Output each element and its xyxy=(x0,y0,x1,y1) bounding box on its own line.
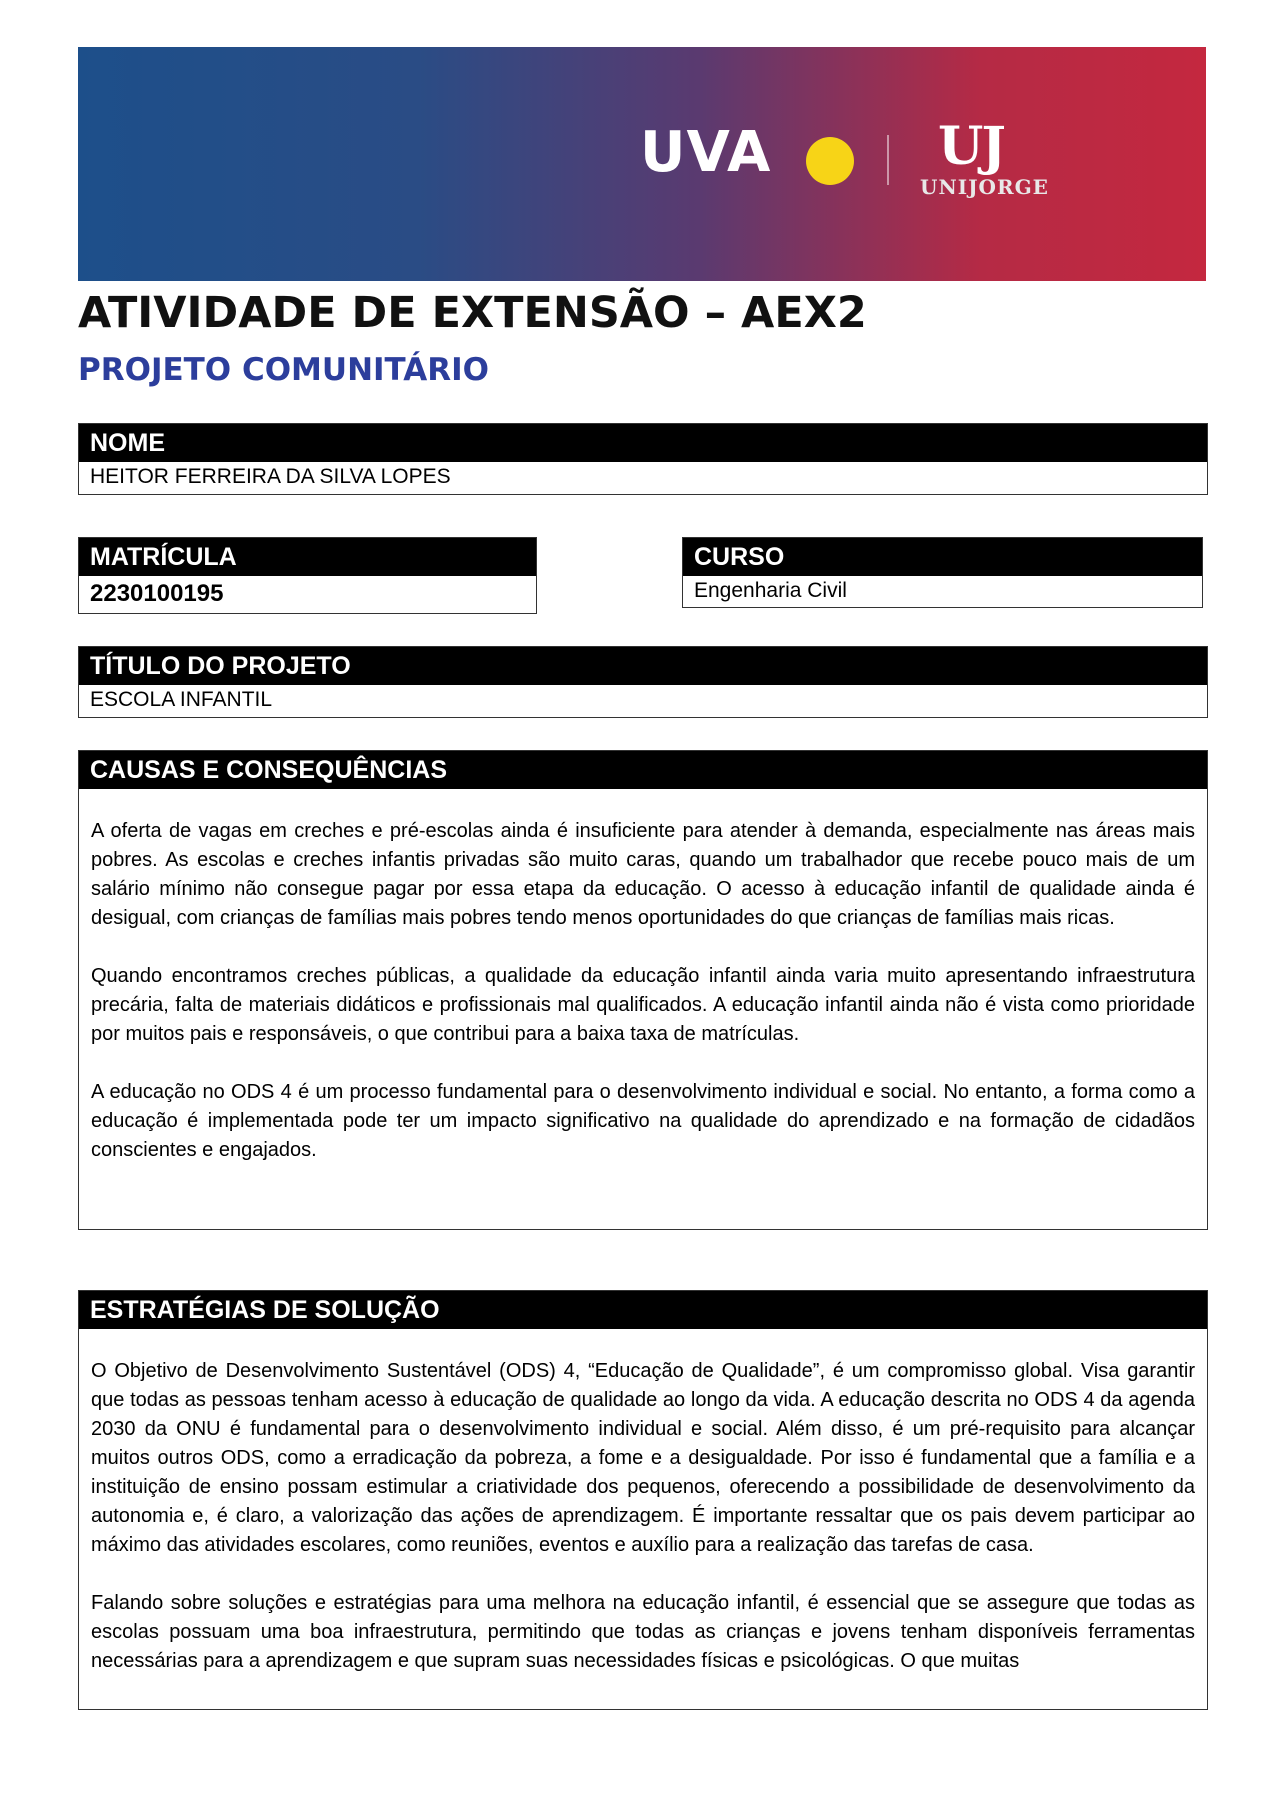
nome-field xyxy=(78,423,1208,495)
causas-paragraph: Quando encontramos creches públicas, a qualidade da educação infantil ainda varia muito apresentando infraestrutura precária, falta de materiais didáticos e profissionais mal qualificados. A educação infantil ainda não é vista como prioridade por muitos pais e responsáveis, o que contribui para a baixa taxa de matrículas. xyxy=(91,965,1195,1045)
uj-logo-text: UJ xyxy=(938,116,1004,177)
uva-logo-text: UVA xyxy=(640,120,772,185)
header-banner xyxy=(78,47,1206,281)
unijorge-logo-text: UNIJORGE xyxy=(920,175,1049,199)
page-title: ATIVIDADE DE EXTENSÃO – AEX2 xyxy=(78,288,867,338)
causas-label: CAUSAS E CONSEQUÊNCIAS xyxy=(79,751,1207,789)
matricula-label: MATRÍCULA xyxy=(79,538,536,576)
nome-value: HEITOR FERREIRA DA SILVA LOPES xyxy=(90,465,451,488)
titulo-projeto-value: ESCOLA INFANTIL xyxy=(90,688,273,711)
estrategias-label: ESTRATÉGIAS DE SOLUÇÃO xyxy=(79,1291,1207,1329)
matricula-field xyxy=(78,537,537,614)
uva-logo-dot-icon xyxy=(806,137,854,185)
curso-value: Engenharia Civil xyxy=(694,579,847,602)
causas-section xyxy=(78,750,1208,1230)
curso-label: CURSO xyxy=(683,538,1202,576)
causas-body xyxy=(79,789,1207,1165)
estrategias-section xyxy=(78,1290,1208,1710)
matricula-value: 2230100195 xyxy=(90,580,224,607)
estrategias-paragraph: Falando sobre soluções e estratégias para uma melhora na educação infantil, é essencial que se assegure que todas as escolas possuam uma boa infraestrutura, permitindo que todas as crianças e jovens tenham disponíveis ferramentas necessárias para a aprendizagem e que supram suas necessidades físicas e psicológicas. O que muitas xyxy=(91,1592,1195,1672)
estrategias-paragraph: O Objetivo de Desenvolvimento Sustentável (ODS) 4, “Educação de Qualidade”, é um compromisso global. Visa garantir que todas as pessoas tenham acesso à educação de qualidade ao longo da vida. A educação descrita no ODS 4 da agenda 2030 da ONU é fundamental para o desenvolvimento individual e social. Além disso, é um pré-requisito para alcançar muitos outros ODS, como a erradicação da pobreza, a fome e a desigualdade. Por isso é fundamental que a família e a instituição de ensino possam estimular a criatividade dos pequenos, oferecendo a possibilidade de desenvolvimento da autonomia e, é claro, a valorização das ações de aprendizagem. É importante ressaltar que os pais devem participar ao máximo das atividades escolares, como reuniões, eventos e auxílio para a realização das tarefas de casa. xyxy=(91,1360,1195,1556)
titulo-projeto-label: TÍTULO DO PROJETO xyxy=(79,647,1207,685)
curso-field xyxy=(682,537,1203,608)
causas-paragraph: A educação no ODS 4 é um processo fundamental para o desenvolvimento individual e social. No entanto, a forma como a educação é implementada pode ter um impacto significativo na qualidade do aprendizado e na formação de cidadãos conscientes e engajados. xyxy=(91,1081,1195,1161)
estrategias-body xyxy=(79,1329,1207,1676)
causas-paragraph: A oferta de vagas em creches e pré-escolas ainda é insuficiente para atender à demanda, especialmente nas áreas mais pobres. As escolas e creches infantis privadas são muito caras, quando um trabalhador que recebe pouco mais de um salário mínimo não consegue pagar por essa etapa da educação. O acesso à educação infantil de qualidade ainda é desigual, com crianças de famílias mais pobres tendo menos oportunidades do que crianças de famílias mais ricas. xyxy=(91,820,1195,929)
logo-divider xyxy=(887,135,889,185)
titulo-projeto-field xyxy=(78,646,1208,718)
nome-label: NOME xyxy=(79,424,1207,462)
page-subtitle: PROJETO COMUNITÁRIO xyxy=(78,352,490,388)
